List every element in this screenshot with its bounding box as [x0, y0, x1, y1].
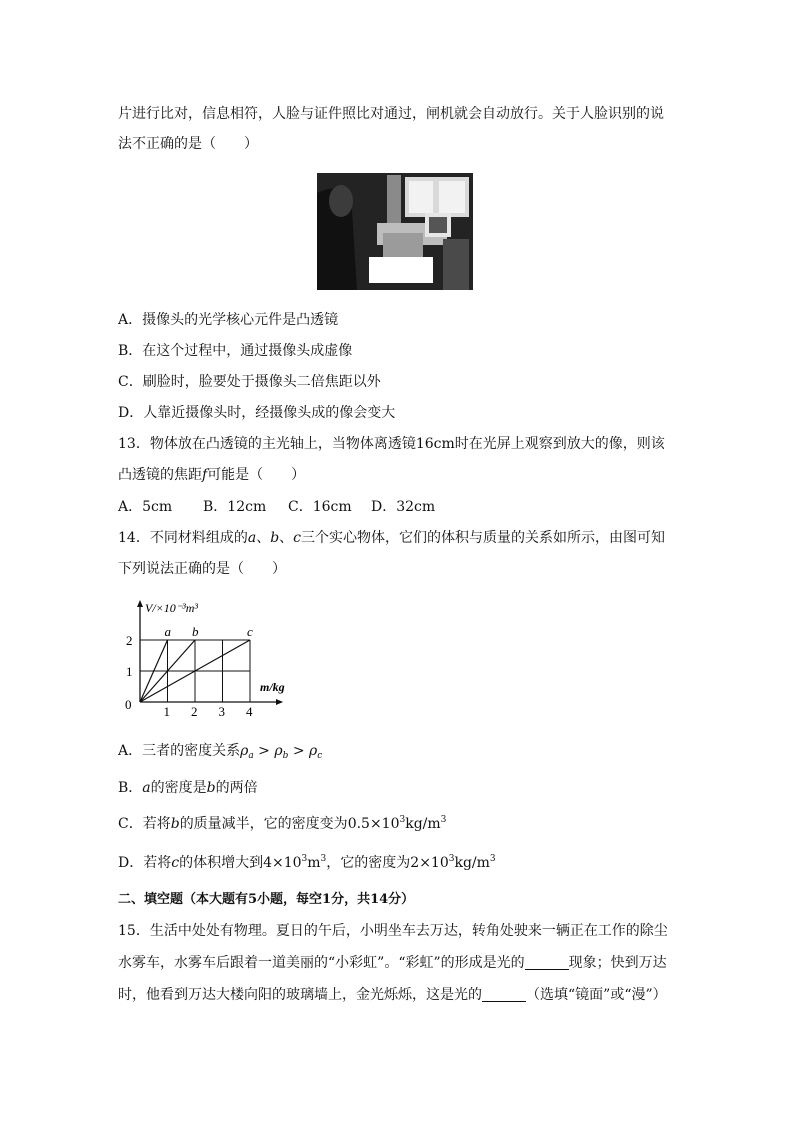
q14-optB-b: b — [206, 780, 216, 796]
q14-option-d — [118, 853, 496, 873]
q14-optD-mid: 的体积增大到 — [179, 855, 264, 871]
q14-optC-pre: C．若将 — [118, 816, 171, 832]
x-axis-arrow — [276, 699, 283, 705]
origin-label: 0 — [125, 697, 132, 712]
q14-optC-val: 0.5×10 — [347, 816, 400, 832]
q12-text-line2: 法不正确的是（ ） — [118, 136, 258, 152]
q13-text-line1: 13．物体放在凸透镜的主光轴上，当物体离透镜16cm时在光屏上观察到放大的像，则该 — [118, 436, 665, 452]
q13-option-b: B．12cm — [203, 499, 267, 515]
q14-optD-pre: D．若将 — [118, 855, 172, 871]
q15-line3-post: （选填“镜面”或“漫”） — [526, 987, 667, 1003]
q14-sep-1: 、 — [256, 530, 271, 546]
q12-option-c: C．刷脸时，脸要处于摄像头二倍焦距以外 — [118, 374, 381, 390]
q14-optC-unit: kg/m — [405, 816, 441, 832]
q14-var-b: b — [270, 530, 280, 546]
q14-rho-a-sub: a — [248, 751, 254, 761]
q13-option-c: C．16cm — [288, 499, 352, 515]
q14-optD-unit-exp: 3 — [320, 854, 327, 864]
photo-illustration — [317, 173, 473, 290]
q12-option-d: D．人靠近摄像头时，经摄像头成的像会变大 — [118, 405, 396, 421]
q14-option-a — [118, 741, 322, 761]
q14-option-c — [118, 814, 446, 834]
q14-optB-pre: B． — [118, 780, 143, 796]
q14-optD-unit2-exp: 3 — [489, 854, 496, 864]
q15-text-line2 — [118, 953, 667, 973]
q12-text-line1: 片进行比对，信息相符，人脸与证件照比对通过，闸机就会自动放行。关于人脸识别的说 — [118, 106, 664, 122]
q14-text-line1 — [118, 528, 665, 548]
q14-rho-c: ρ — [309, 743, 318, 759]
q14-option-b — [118, 778, 258, 798]
q13-line2-pre: 凸透镜的焦距 — [118, 467, 202, 483]
q14-optD-exp2: 3 — [448, 854, 455, 864]
x-tick-label-1: 1 — [163, 704, 170, 719]
q14-text-line2: 下列说法正确的是（ ） — [118, 561, 286, 577]
q14-optC-b: b — [170, 816, 180, 832]
q15-blank-2[interactable] — [482, 987, 526, 1002]
q14-var-c: c — [293, 530, 301, 546]
q13-option-d: D．32cm — [371, 499, 436, 515]
q14-optD-unit2: kg/m — [454, 855, 490, 871]
q14-optC-mid: 的质量减半，它的密度变为 — [179, 816, 348, 832]
y-axis-label: V/×10⁻³m³ — [145, 601, 198, 615]
q13-line2-post: 可能是（ ） — [207, 467, 306, 483]
q14-optD-val: 4×10 — [263, 855, 302, 871]
section-heading: 二、填空题（本大题有5小题，每空1分，共14分） — [118, 892, 415, 907]
volume-mass-chart — [118, 598, 288, 720]
q13-focal-var: f — [202, 467, 208, 483]
y-tick-label-1: 1 — [126, 664, 133, 679]
face-recognition-photo — [317, 173, 473, 290]
q15-line3-pre: 时，他看到万达大楼向阳的玻璃墙上，金光烁烁，这是光的 — [118, 987, 482, 1003]
q12-option-a: A．摄像头的光学核心元件是凸透镜 — [118, 312, 339, 328]
y-axis-arrow — [137, 600, 143, 607]
q14-gt-1: > — [253, 743, 275, 759]
series-label-b: b — [192, 624, 199, 639]
q12-option-b: B．在这个过程中，通过摄像头成虚像 — [118, 343, 353, 359]
q14-optC-exp: 3 — [399, 815, 406, 825]
series-label-c: c — [247, 624, 253, 639]
y-tick-label-2: 2 — [126, 633, 133, 648]
q14-optD-mid2: ，它的密度为 — [326, 855, 411, 871]
q14-rho-b-sub: b — [282, 751, 289, 761]
q15-text-line1: 15．生活中处处有物理。夏日的午后，小明坐车去万达，转角处驶来一辆正在工作的除尘 — [118, 923, 668, 939]
q14-gt-2: > — [288, 743, 310, 759]
x-tick-label-2: 2 — [191, 704, 198, 719]
q14-optB-a: a — [142, 780, 151, 796]
q15-blank-1[interactable] — [525, 955, 569, 970]
q15-line2-pre: 水雾车，水雾车后跟着一道美丽的“小彩虹”。“彩虹”的形成是光的 — [118, 955, 525, 971]
q14-rho-a: ρ — [240, 743, 249, 759]
q14-rho-c-sub: c — [317, 751, 323, 761]
q14-line1-post: 三个实心物体，它们的体积与质量的关系如所示，由图可知 — [301, 530, 665, 546]
q14-sep-2: 、 — [279, 530, 294, 546]
q14-optB-mid: 的密度是 — [150, 780, 207, 796]
q14-optD-val2: 2×10 — [410, 855, 449, 871]
q14-var-a: a — [247, 530, 257, 546]
q13-option-a: A．5cm — [118, 499, 173, 515]
q14-rho-b: ρ — [274, 743, 283, 759]
q14-optD-c: c — [171, 855, 180, 871]
x-axis-label: m/kg — [260, 680, 285, 694]
q14-optC-unit-exp: 3 — [440, 815, 447, 825]
q15-line2-post: 现象；快到万达 — [568, 955, 667, 971]
q14-optA-pre: A．三者的密度关系 — [118, 743, 241, 759]
q15-text-line3 — [118, 985, 667, 1005]
q14-optD-exp: 3 — [301, 854, 308, 864]
volume-mass-graph — [118, 598, 288, 720]
q14-line1-pre: 14．不同材料组成的 — [118, 530, 248, 546]
x-tick-label-4: 4 — [246, 704, 253, 719]
series-label-a: a — [164, 624, 171, 639]
q13-text-line2 — [118, 465, 305, 485]
q14-optB-post: 的两倍 — [215, 780, 258, 796]
x-tick-label-3: 3 — [218, 704, 225, 719]
q14-optD-unit: m — [307, 855, 321, 871]
